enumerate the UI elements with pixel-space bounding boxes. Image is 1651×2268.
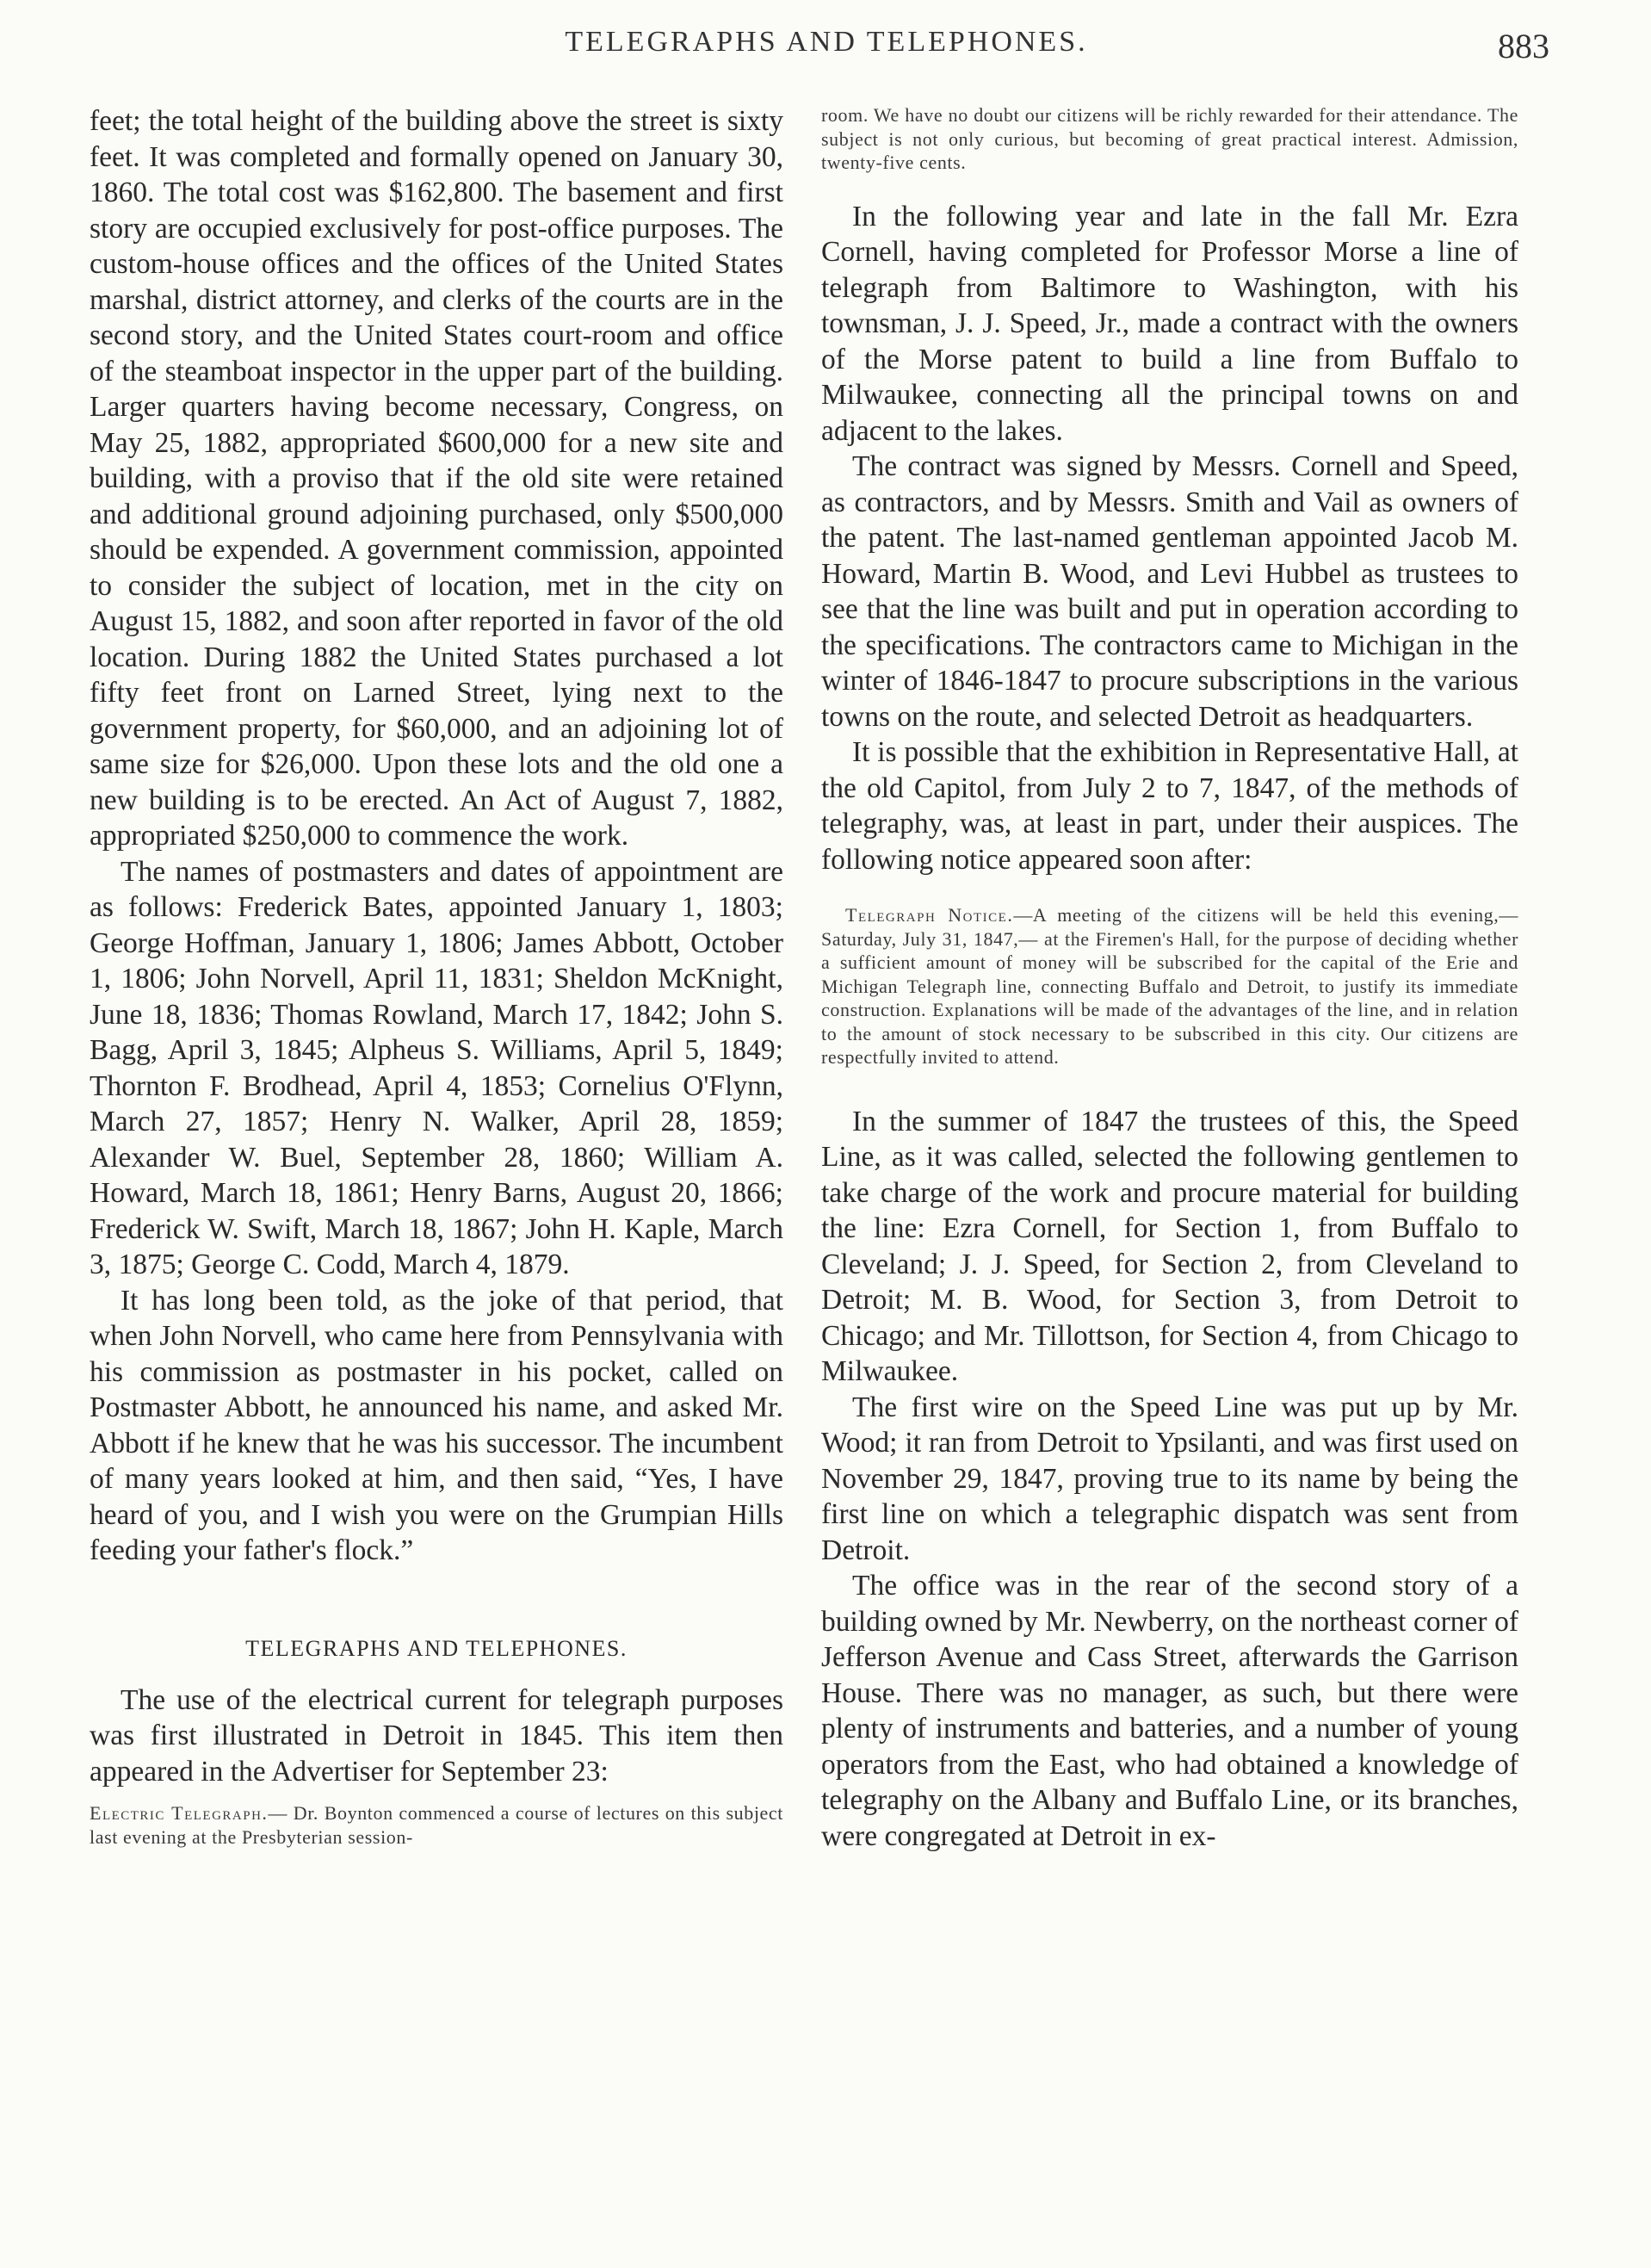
paragraph-norvell-anecdote: It has long been told, as the joke of that period, that when John Norvell, who came here from Pennsylvania with his commission as postmaster in his pocket, called on Postmaster Abbott, he announced his name, and asked Mr. Abbott if he knew that he was his successor. The incumbent of many years looked at him, and then said, “Yes, I have heard of you, and I wish you were on the Grumpian Hills feeding your father's flock.”: [90, 1284, 783, 1566]
paragraph-building-history: feet; the total height of the building above the street is sixty feet. It was completed and formally opened on January 30, 1860. The total cost was $162,800. The basement and first story are occupied exclusively for post-office purposes. The custom-house offices and the offices of the United States marshal, district attorney, and clerks of the courts are in the second story, and the United States court-room and office of the steamboat inspector in the upper part of the building. Larger quarters having become necessary, Congress, on May 25, 1882, appropriated $600,000 for a new site and building, with a proviso that if the old site were retained and additional ground adjoining purchased, only $500,000 should be expended. A government commission, appointed to consider the subject of location, met in the city on August 15, 1882, and soon after reported in favor of the old location. During 1882 the United States purchased a lot fifty feet front on Larned Street, lying next to the government property, for $60,000, and an adjoining lot of same size for $26,000. Upon these lots and the old one a new building is to be erected. An Act of August 7, 1882, appropriated $250,000 to commence the work.: [90, 105, 783, 852]
right-column: [821, 103, 1518, 1854]
quote-electric-telegraph: [90, 1801, 783, 1849]
quote-electric-telegraph-continued: room. We have no doubt our citizens will be richly rewarded for their attendance. The subject is not only curious, but becoming of great practical interest. Admission, twenty-five cents.: [821, 104, 1518, 173]
running-title: TELEGRAPHS AND TELEPHONES.: [565, 26, 1088, 58]
quote-telegraph-notice: [821, 903, 1518, 1069]
quote-caption: Telegraph Notice.: [845, 904, 1014, 926]
paragraph-telegraph-intro: The use of the electrical current for telegraph purposes was first illustrated in Detroit in 1845. This item then appeared in the Advertiser for September 23:: [90, 1683, 783, 1788]
quote-caption: Electric Telegraph.: [90, 1802, 269, 1824]
quote-text: — Dr. Boynton commenced a course of lectures on this subject last evening at the Presbyterian session-: [90, 1802, 784, 1848]
paragraph-office: The office was in the rear of the second story of a building owned by Mr. Newberry, on the northeast corner of Jefferson Avenue and Cass Street, afterwards the Garrison House. There was no manager, as such, but there were plenty of instruments and batteries, and a number of young operators from the East, who had obtained a knowledge of telegraphy on the Albany and Buffalo Line, or its branches, were congregated at Detroit in ex-: [821, 1570, 1518, 1852]
quote-text: —A meeting of the citizens will be held this evening,—Saturday, July 31, 1847,— at the Firemen's Hall, for the purpose of deciding whether a sufficient amount of money will be subscribed for the capital of the Erie and Michigan Telegraph line, connecting Buffalo and Detroit, to justify its immediate construction. Explanations will be made of the advantages of the line, and in relation to the amount of stock necessary to be subscribed in this city. Our citizens are respectfully invited to attend.: [821, 904, 1518, 1068]
page-number: 883: [1498, 27, 1549, 65]
left-column: [90, 103, 783, 1849]
paragraph-cornell-contract: In the following year and late in the fall Mr. Ezra Cornell, having completed for Professor Morse a line of telegraph from Baltimore to Washington, with his townsman, J. J. Speed, Jr., made a contract with the owners of the Morse patent to build a line from Buffalo to Milwaukee, connecting all the principal towns on and adjacent to the lakes.: [821, 200, 1518, 447]
paragraph-speed-line: In the summer of 1847 the trustees of this, the Speed Line, as it was called, selected the following gentlemen to take charge of the work and procure material for building the line: Ezra Cornell, for Section 1, from Buffalo to Cleveland; J. J. Speed, for Section 2, from Cleveland to Detroit; M. B. Wood, for Section 3, from Detroit to Chicago; and Mr. Tillottson, for Section 4, from Chicago to Milwaukee.: [821, 1105, 1518, 1387]
paragraph-contract-signed: The contract was signed by Messrs. Cornell and Speed, as contractors, and by Messrs. Smith and Vail as owners of the patent. The last-named gentleman appointed Jacob M. Howard, Martin B. Wood, and Levi Hubbel as trustees to see that the line was built and put in operation according to the specifications. The contractors came to Michigan in the winter of 1846-1847 to procure subscriptions in the various towns on the route, and selected Detroit as headquarters.: [821, 450, 1518, 733]
paragraph-first-wire: The first wire on the Speed Line was put up by Mr. Wood; it ran from Detroit to Ypsilanti, and was first used on November 29, 1847, proving true to its name by being the first line on which a telegraphic dispatch was sent from Detroit.: [821, 1391, 1518, 1566]
paragraph-exhibition: It is possible that the exhibition in Representative Hall, at the old Capitol, from July 2 to 7, 1847, of the methods of telegraphy, was, at least in part, under their auspices. The following notice appeared soon after:: [821, 736, 1518, 876]
paragraph-postmasters: The names of postmasters and dates of appointment are as follows: Frederick Bates, appointed January 1, 1803; George Hoffman, January 1, 1806; James Abbott, October 1, 1806; John Norvell, April 11, 1831; Sheldon McKnight, June 18, 1836; Thomas Rowland, March 17, 1842; John S. Bagg, April 3, 1845; Alpheus S. Williams, April 5, 1849; Thornton F. Brodhead, April 4, 1853; Cornelius O'Flynn, March 27, 1857; Henry N. Walker, April 28, 1859; Alexander W. Buel, September 28, 1860; William A. Howard, March 18, 1861; Henry Barns, August 20, 1866; Frederick W. Swift, March 18, 1867; John H. Kaple, March 3, 1875; George C. Codd, March 4, 1879.: [90, 855, 783, 1280]
section-heading: TELEGRAPHS AND TELEPHONES.: [245, 1635, 628, 1661]
